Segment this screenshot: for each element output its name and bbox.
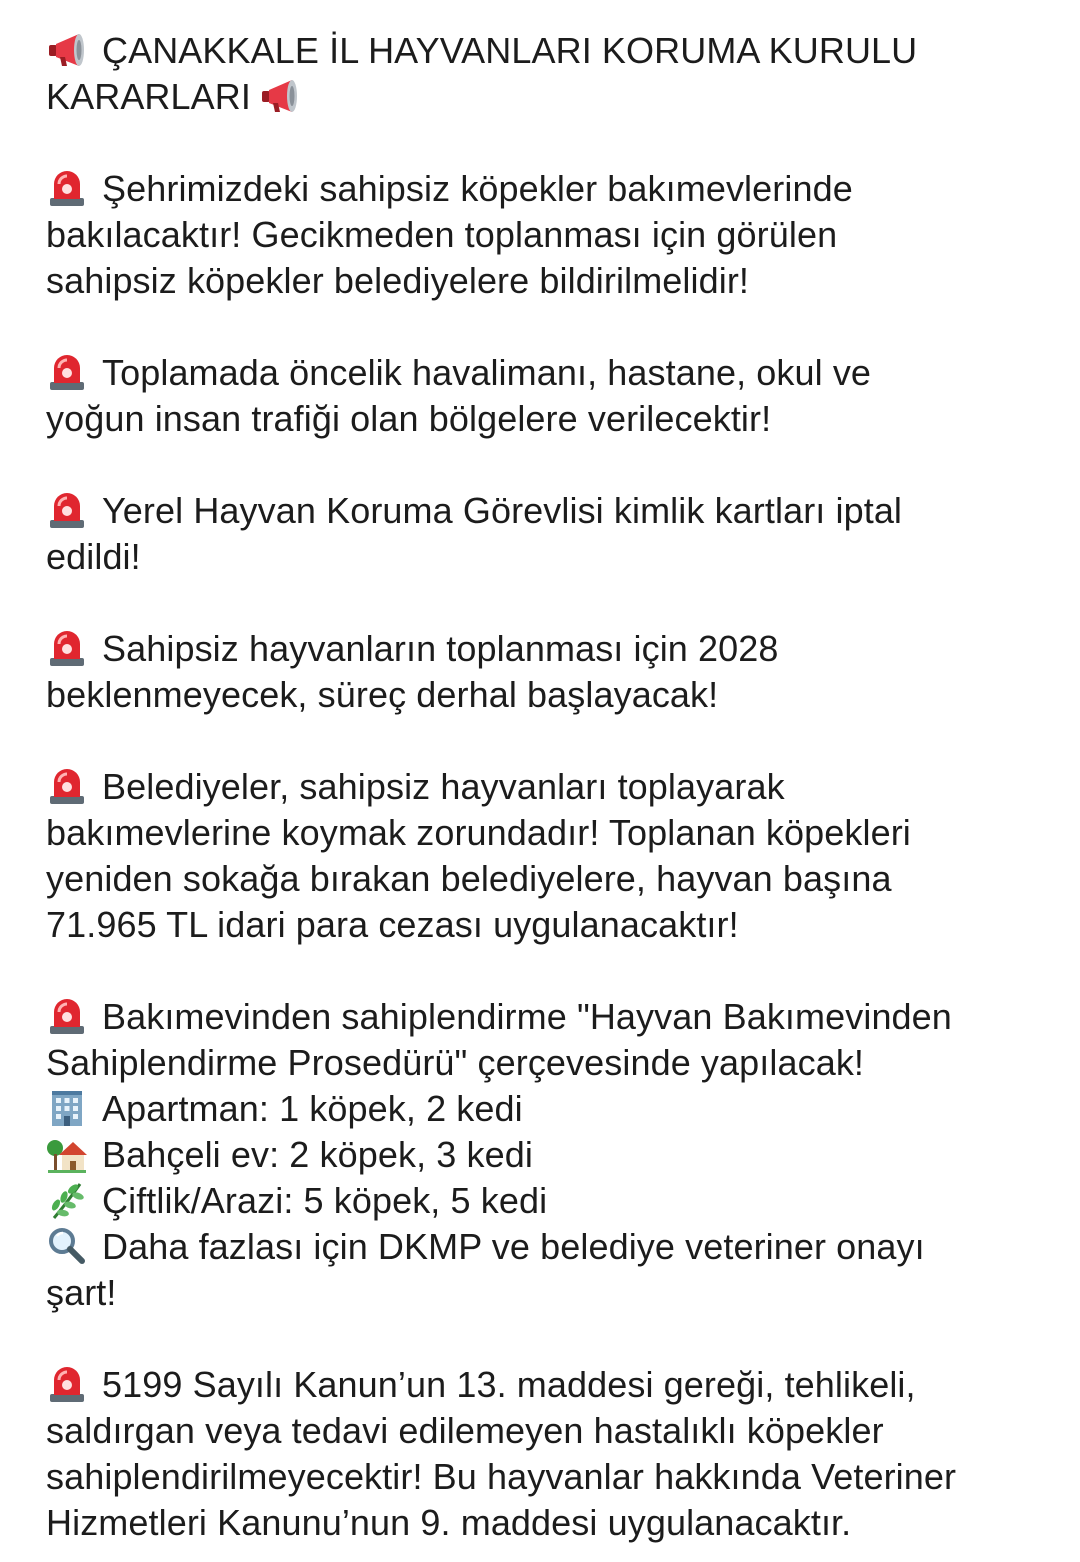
sub-item-farm <box>46 1178 1046 1224</box>
decision-item <box>46 1362 1046 1546</box>
megaphone-icon <box>259 76 301 116</box>
sub-item-garden-house <box>46 1132 1046 1178</box>
decision-line: saldırgan veya tedavi edilemeyen hastalıklı köpekler <box>46 1410 884 1451</box>
decision-item <box>46 626 1046 718</box>
decision-item <box>46 166 1046 304</box>
decision-line <box>46 764 1046 810</box>
decision-text: Yerel Hayvan Koruma Görevlisi kimlik kartları iptal <box>102 490 903 531</box>
decision-item <box>46 764 1046 948</box>
magnifying-glass-icon <box>46 1226 88 1266</box>
sub-item-text: Daha fazlası için DKMP ve belediye veteriner onayı <box>102 1226 925 1267</box>
sub-item-text: Bahçeli ev: 2 köpek, 3 kedi <box>102 1134 533 1175</box>
decision-line: Hizmetleri Kanunu’nun 9. maddesi uygulanacaktır. <box>46 1502 852 1543</box>
sub-item-apartment <box>46 1086 1046 1132</box>
police-light-icon <box>46 766 88 806</box>
decision-line: beklenmeyecek, süreç derhal başlayacak! <box>46 674 719 715</box>
decision-line <box>46 1362 1046 1408</box>
decision-line: 71.965 TL idari para cezası uygulanacaktır! <box>46 904 739 945</box>
title-line-1 <box>46 28 1046 74</box>
decision-text: Toplamada öncelik havalimanı, hastane, okul ve <box>102 352 872 393</box>
office-building-icon <box>46 1088 88 1128</box>
police-light-icon <box>46 352 88 392</box>
decision-line: yoğun insan trafiği olan bölgelere verilecektir! <box>46 398 772 439</box>
decision-line: yeniden sokağa bırakan belediyelere, hayvan başına <box>46 858 892 899</box>
post-body <box>46 28 1046 1546</box>
decision-text: Sahipsiz hayvanların toplanması için 2028 <box>102 628 779 669</box>
sub-item-text-continued: şart! <box>46 1272 117 1313</box>
title-line-2 <box>46 74 1046 120</box>
sub-item-more <box>46 1224 1046 1270</box>
police-light-icon <box>46 628 88 668</box>
decision-text: Bakımevinden sahiplendirme "Hayvan Bakımevinden <box>102 996 952 1037</box>
decision-item <box>46 488 1046 580</box>
decision-line <box>46 994 1046 1040</box>
decision-line <box>46 488 1046 534</box>
herb-icon <box>46 1180 88 1220</box>
police-light-icon <box>46 1364 88 1404</box>
megaphone-icon <box>46 30 88 70</box>
decision-line: bakımevlerine koymak zorundadır! Toplanan köpekleri <box>46 812 911 853</box>
decision-item <box>46 350 1046 442</box>
decision-text: Belediyeler, sahipsiz hayvanları toplayarak <box>102 766 785 807</box>
decision-line: edildi! <box>46 536 141 577</box>
sub-item-text: Çiftlik/Arazi: 5 köpek, 5 kedi <box>102 1180 548 1221</box>
sub-item-text: Apartman: 1 köpek, 2 kedi <box>102 1088 523 1129</box>
decision-line: sahipsiz köpekler belediyelere bildirilmelidir! <box>46 260 750 301</box>
title-text-line-2: KARARLARI <box>46 76 251 117</box>
police-light-icon <box>46 168 88 208</box>
decision-line <box>46 350 1046 396</box>
police-light-icon <box>46 996 88 1036</box>
decision-line: sahiplendirilmeyecektir! Bu hayvanlar hakkında Veteriner <box>46 1456 957 1497</box>
decision-line: bakılacaktır! Gecikmeden toplanması için görülen <box>46 214 838 255</box>
post-title <box>46 28 1046 120</box>
title-text-line-1: ÇANAKKALE İL HAYVANLARI KORUMA KURULU <box>102 30 918 71</box>
decision-line <box>46 626 1046 672</box>
decision-line: Sahiplendirme Prosedürü" çerçevesinde yapılacak! <box>46 1042 865 1083</box>
decision-line <box>46 166 1046 212</box>
decision-text: 5199 Sayılı Kanun’un 13. maddesi gereği, tehlikeli, <box>102 1364 916 1405</box>
decision-item <box>46 994 1046 1316</box>
decision-text: Şehrimizdeki sahipsiz köpekler bakımevlerinde <box>102 168 853 209</box>
police-light-icon <box>46 490 88 530</box>
house-with-garden-icon <box>46 1134 88 1174</box>
